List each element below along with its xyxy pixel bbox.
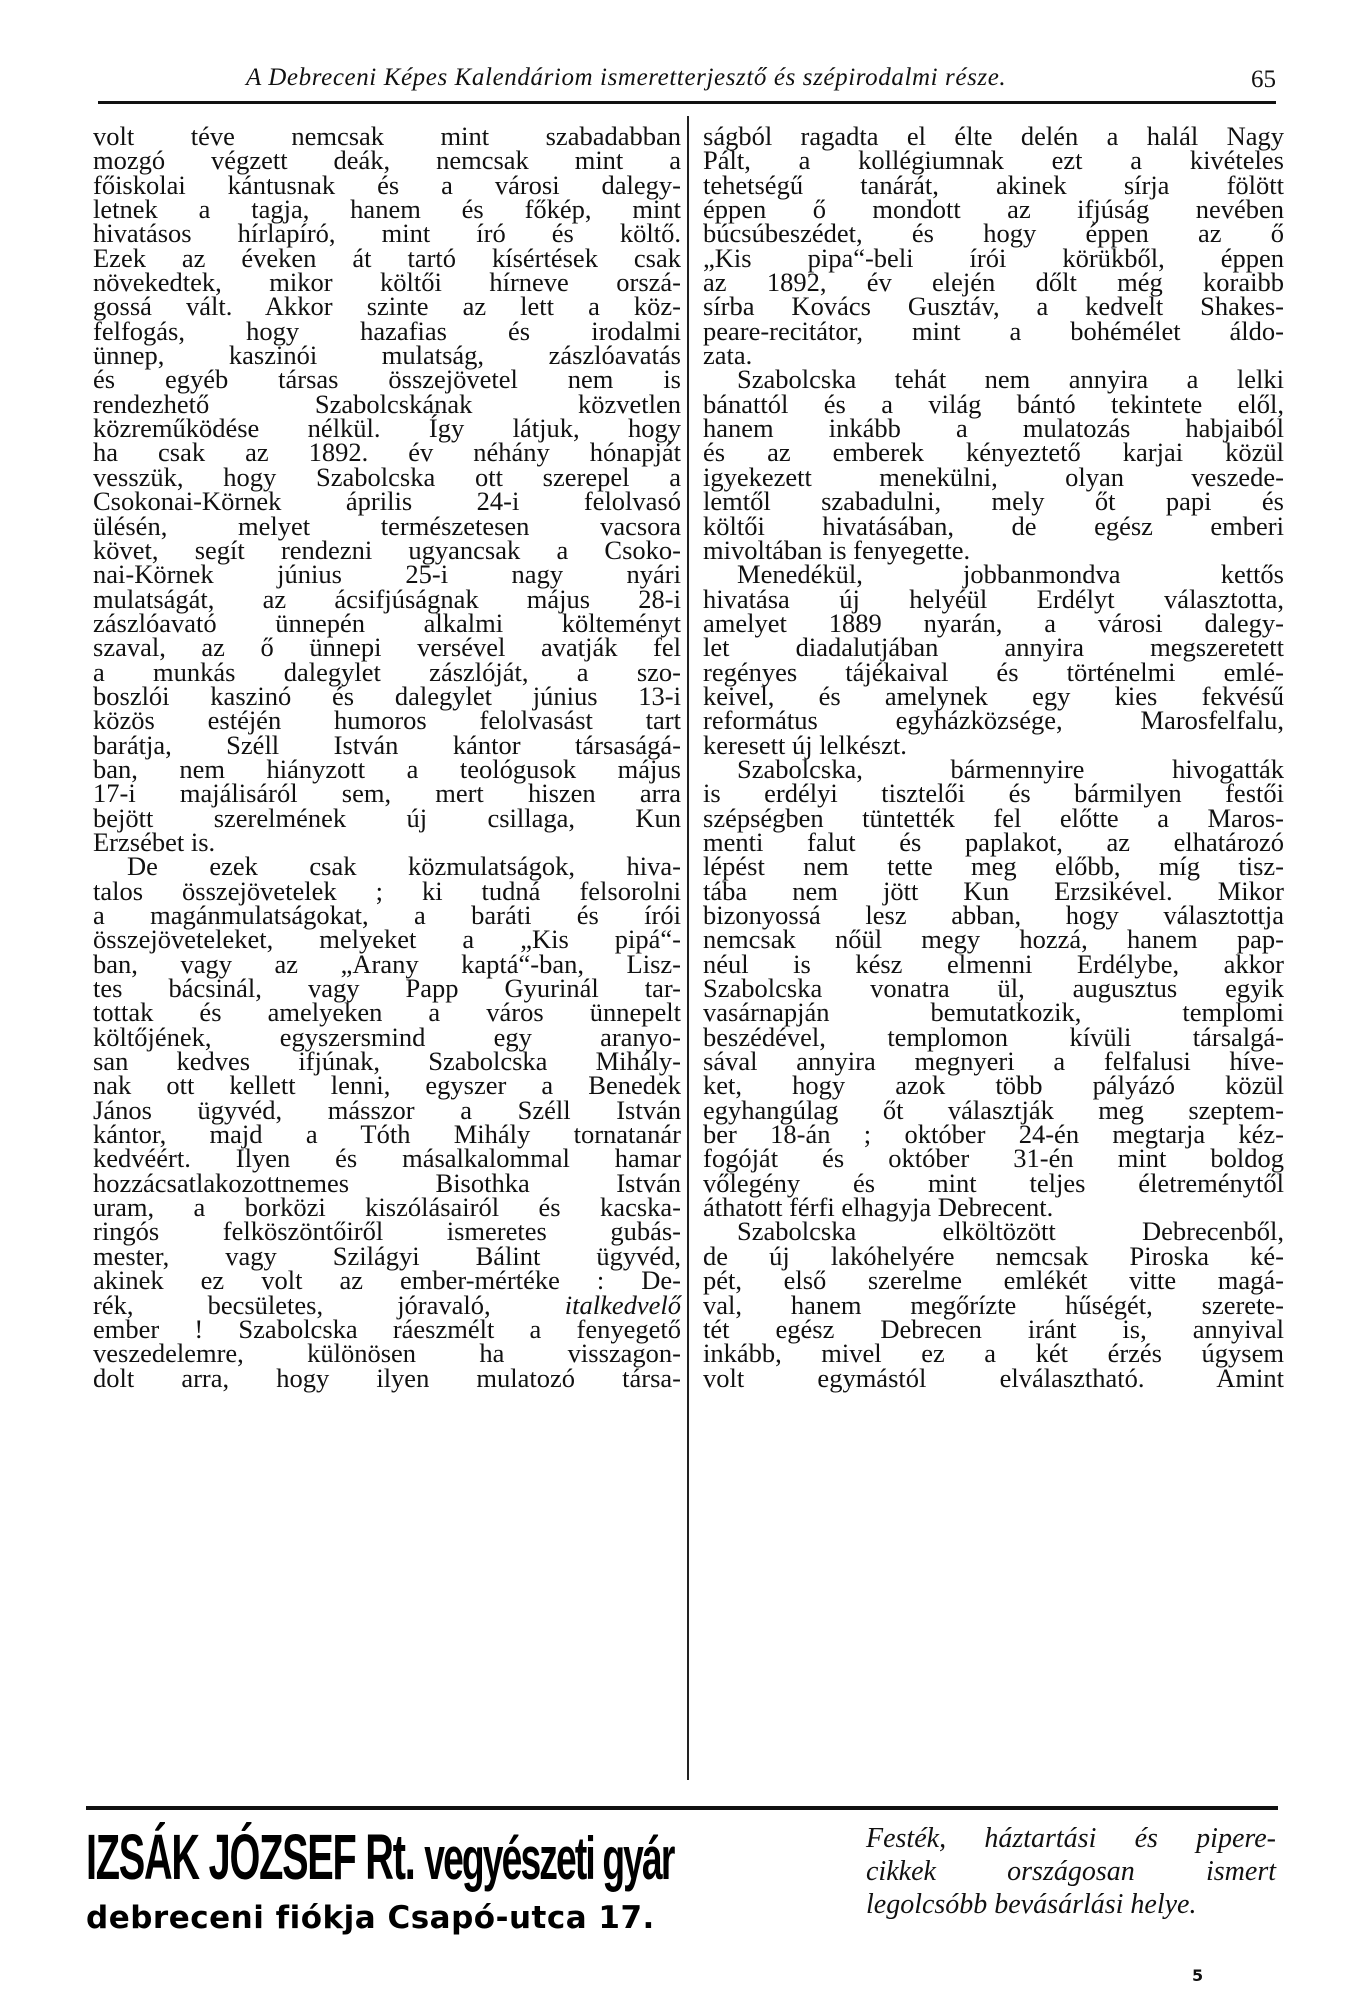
text-line: Szabolcska vonatra ül, augusztus egyik	[703, 973, 1284, 1004]
text-line: vasárnapján bemutatkozik, templomi	[703, 997, 1284, 1028]
text-line: is erdélyi tisztelői és bármilyen festői	[703, 778, 1284, 809]
text-line: amelyet 1889 nyarán, a városi dalegy-	[703, 607, 1284, 638]
text-line: boszlói kaszinó és dalegylet június 13-i	[93, 680, 681, 711]
text-line: ban, vagy az „Arany kaptá“-ban, Lisz-	[93, 948, 681, 979]
text-line: követ, segít rendezni ugyancsak a Csoko-	[93, 534, 681, 565]
text-line: közreműködése nélkül. Így látjuk, hogy	[93, 413, 681, 444]
text-line: tába nem jött Kun Erzsikével. Mikor	[703, 875, 1284, 906]
text-line: szaval, az ő ünnepi versével avatják fel	[93, 632, 681, 663]
text-line: tét egész Debrecen iránt is, annyival	[703, 1313, 1284, 1344]
text-line: mester, vagy Szilágyi Bálint ügyvéd,	[93, 1240, 681, 1271]
text-line: inkább, mivel ez a két érzés úgysem	[703, 1338, 1284, 1369]
advertisement-rule	[86, 1806, 1278, 1810]
text-line: talos összejövetelek ; ki tudná felsorolni	[93, 875, 681, 906]
text-line: növekedtek, mikor költői hírneve orszá-	[93, 267, 681, 298]
text-line: az 1892, év elején dőlt még koraibb	[703, 267, 1284, 298]
text-line: peare-recitátor, mint a bohémélet áldo-	[703, 315, 1284, 346]
text-line: nemcsak nőül megy hozzá, hanem pap-	[703, 924, 1284, 955]
text-line: ringós felköszöntőiről ismeretes gubás-	[93, 1216, 681, 1247]
text-line: lépést nem tette meg előbb, míg tisz-	[703, 851, 1284, 882]
italic-word: italkedvelő	[564, 1289, 682, 1320]
text-line: ban, nem hiányzott a teológusok május	[93, 753, 681, 784]
ad-tagline-line: Festék, háztartási és pipere-	[866, 1823, 1276, 1854]
column-divider	[687, 116, 689, 1780]
text-line: regényes tájékaival és történelmi emlé-	[703, 656, 1284, 687]
text-line: Pált, a kollégiumnak ezt a kivételes	[703, 145, 1284, 176]
text-line: nai-Körnek június 25-i nagy nyári	[93, 559, 681, 590]
text-line: ságból ragadta el élte delén a halál Nagy	[703, 121, 1284, 151]
text-line: uram, a borközi kiszólásairól és kacska-	[93, 1192, 681, 1223]
text-line: akinek ez volt az ember-mértéke : De-	[93, 1265, 681, 1296]
text-segment: rék, becsületes, jóravaló,	[93, 1289, 491, 1320]
text-line: Szabolcska tehát nem annyira a lelki	[737, 364, 1284, 395]
text-line: a munkás dalegylet zászlóját, a szo-	[93, 656, 681, 687]
text-line: közös estéjén humoros felolvasást tart	[93, 705, 681, 736]
text-line: felfogás, hogy hazafias és irodalmi	[93, 315, 681, 346]
text-line: Menedékül, jobbanmondva kettős	[737, 559, 1284, 590]
text-line: Erzsébet is.	[93, 826, 216, 857]
text-line: Szabolcska elköltözött Debrecenből,	[737, 1216, 1284, 1247]
text-line: „Kis pipa“-beli írói körükből, éppen	[703, 242, 1284, 273]
sheet-signature: 5	[1192, 1966, 1204, 1985]
text-line: összejöveteleket, melyeket a „Kis pipá“-	[93, 924, 681, 955]
text-line: ket, hogy azok több pályázó közül	[703, 1070, 1284, 1101]
text-line: egyhangúlag őt választják meg szeptem-	[703, 1094, 1284, 1125]
text-line: 17-i majálisáról sem, mert hiszen arra	[93, 778, 681, 809]
text-line: volt egymástól elválasztható. Amint	[703, 1362, 1284, 1393]
text-line: ha csak az 1892. év néhány hónapját	[93, 437, 681, 468]
text-line: dolt arra, hogy ilyen mulatozó társa-	[93, 1362, 681, 1393]
ad-tagline-line: legolcsóbb bevásárlási helye.	[866, 1889, 1197, 1920]
text-line: pét, első szerelme emlékét vitte magá-	[703, 1265, 1284, 1296]
text-line: református egyházközsége, Marosfelfalu,	[703, 705, 1284, 736]
ad-company-name: IZSÁK JÓZSEF Rt.	[86, 1821, 415, 1893]
text-line: tottak és amelyeken a város ünnepelt	[93, 997, 681, 1028]
text-line: mozgó végzett deák, nemcsak mint a	[93, 145, 681, 176]
text-line: tes bácsinál, vagy Papp Gyurinál tar-	[93, 973, 681, 1004]
text-line: fogóját és október 31-én mint boldog	[703, 1143, 1284, 1174]
text-line: beszédével, templomon kívüli társalgá-	[703, 1021, 1284, 1052]
text-line: letnek a tagja, hanem és főkép, mint	[93, 194, 681, 225]
text-line: költői hivatásában, de egész emberi	[703, 510, 1284, 541]
text-line: és az emberek kényeztető karjai közül	[703, 437, 1284, 468]
text-line: a magánmulatságokat, a baráti és írói	[93, 900, 681, 930]
text-line: lemtől szabadulni, mely őt papi és	[703, 486, 1284, 517]
ad-tagline	[866, 1822, 1276, 1921]
text-line: Ezek az éveken át tartó kísértések csak	[93, 242, 681, 273]
text-line: szépségben tüntették fel előtte a Maros-	[703, 802, 1284, 833]
text-line: ember ! Szabolcska ráeszmélt a fenyegető	[93, 1313, 681, 1344]
text-line: főiskolai kántusnak és a városi dalegy-	[93, 169, 681, 200]
text-line: bejött szerelmének új csillaga, Kun	[93, 802, 681, 833]
text-line: zata.	[703, 340, 753, 371]
text-line: néul is kész elmenni Erdélybe, akkor	[703, 948, 1284, 979]
advertisement	[86, 1822, 1278, 1942]
text-line: bánattól és a világ bántó tekintete elől,	[703, 388, 1284, 419]
text-line: bizonyossá lesz abban, hogy választottja	[703, 900, 1284, 930]
text-line: vesszük, hogy Szabolcska ott szerepel a	[93, 461, 681, 492]
text-line: let diadalutjában annyira megszeretett	[703, 632, 1284, 663]
text-line: menti falut és paplakot, az elhatározó	[703, 826, 1284, 857]
right-column	[703, 121, 1284, 1393]
text-line: sával annyira megnyeri a felfalusi híve-	[703, 1046, 1284, 1077]
text-line: keivel, és amelynek egy kies fekvésű	[703, 680, 1284, 711]
text-line: de új lakóhelyére nemcsak Piroska ké-	[703, 1240, 1284, 1271]
text-line: gossá vált. Akkor szinte az lett a köz-	[93, 291, 681, 322]
page-number: 65	[1251, 66, 1276, 93]
text-line: ülésén, melyet természetesen vacsora	[93, 510, 681, 541]
text-line: áthatott férfi elhagyja Debrecent.	[703, 1192, 1054, 1223]
text-line: Szabolcska, bármennyire hivogatták	[737, 753, 1284, 784]
ad-headline	[86, 1822, 673, 1894]
text-line: ber 18-án ; október 24-én megtarja kéz-	[703, 1119, 1284, 1150]
text-line: kántor, majd a Tóth Mihály tornatanár	[93, 1119, 681, 1150]
text-line: barátja, Széll István kántor társaságá-	[93, 729, 681, 760]
text-line: hivatásos hírlapíró, mint író és költő.	[93, 218, 681, 249]
text-line: és egyéb társas összejövetel nem is	[93, 364, 681, 395]
text-line: kedvéért. Ilyen és másalkalommal hamar	[93, 1143, 681, 1174]
text-line: igyekezett menekülni, olyan veszede-	[703, 461, 1284, 492]
text-line: éppen ő mondott az ifjúság nevében	[703, 194, 1284, 225]
text-line: mulatságát, az ácsifjúságnak május 28-i	[93, 583, 681, 614]
text-line: búcsúbeszédet, és hogy éppen az ő	[703, 218, 1284, 249]
text-line: költőjének, egyszersmind egy aranyo-	[93, 1021, 681, 1052]
header-rule	[98, 101, 1276, 104]
text-line: mivoltában is fenyegette.	[703, 534, 971, 565]
text-line: Csokonai-Körnek április 24-i felolvasó	[93, 486, 681, 517]
text-line: keresett új lelkészt.	[703, 729, 907, 760]
text-line: vőlegény és mint teljes életreménytől	[703, 1167, 1284, 1198]
text-line: ünnep, kaszinói mulatság, zászlóavatás	[93, 340, 681, 371]
text-line: hivatása új helyéül Erdélyt választotta,	[703, 583, 1284, 614]
text-line: hanem inkább a mulatozás habjaiból	[703, 413, 1284, 444]
text-line: János ügyvéd, másszor a Széll István	[93, 1094, 681, 1125]
text-line: nak ott kellett lenni, egyszer a Benedek	[93, 1070, 681, 1101]
text-line: sírba Kovács Gusztáv, a kedvelt Shakes-	[703, 291, 1284, 322]
text-line: veszedelemre, különösen ha visszagon-	[93, 1338, 681, 1369]
text-line: De ezek csak közmulatságok, hiva-	[127, 851, 681, 882]
ad-tagline-line: cikkek országosan ismert	[866, 1856, 1276, 1887]
running-head-title: A Debreceni Képes Kalendáriom ismeretterjesztő és szépirodalmi része.	[246, 64, 1007, 91]
ad-company-type: vegyészeti gyár	[424, 1825, 674, 1892]
text-line: volt téve nemcsak mint szabadabban	[93, 121, 681, 151]
left-column	[93, 121, 682, 1393]
text-line: val, hanem megőrízte hűségét, szerete-	[703, 1289, 1284, 1320]
text-line: tehetségű tanárát, akinek sírja fölött	[703, 169, 1284, 200]
text-line: rendezhető Szabolcskának közvetlen	[93, 388, 681, 419]
running-header	[98, 58, 1276, 98]
text-line: hozzácsatlakozottnemes Bisothka István	[93, 1167, 681, 1198]
ad-branch-address: debreceni fiókja Csapó-utca 17.	[86, 1900, 655, 1936]
text-line: san kedves ifjúnak, Szabolcska Mihály-	[93, 1046, 681, 1077]
text-line: zászlóavató ünnepén alkalmi költeményt	[93, 607, 681, 638]
